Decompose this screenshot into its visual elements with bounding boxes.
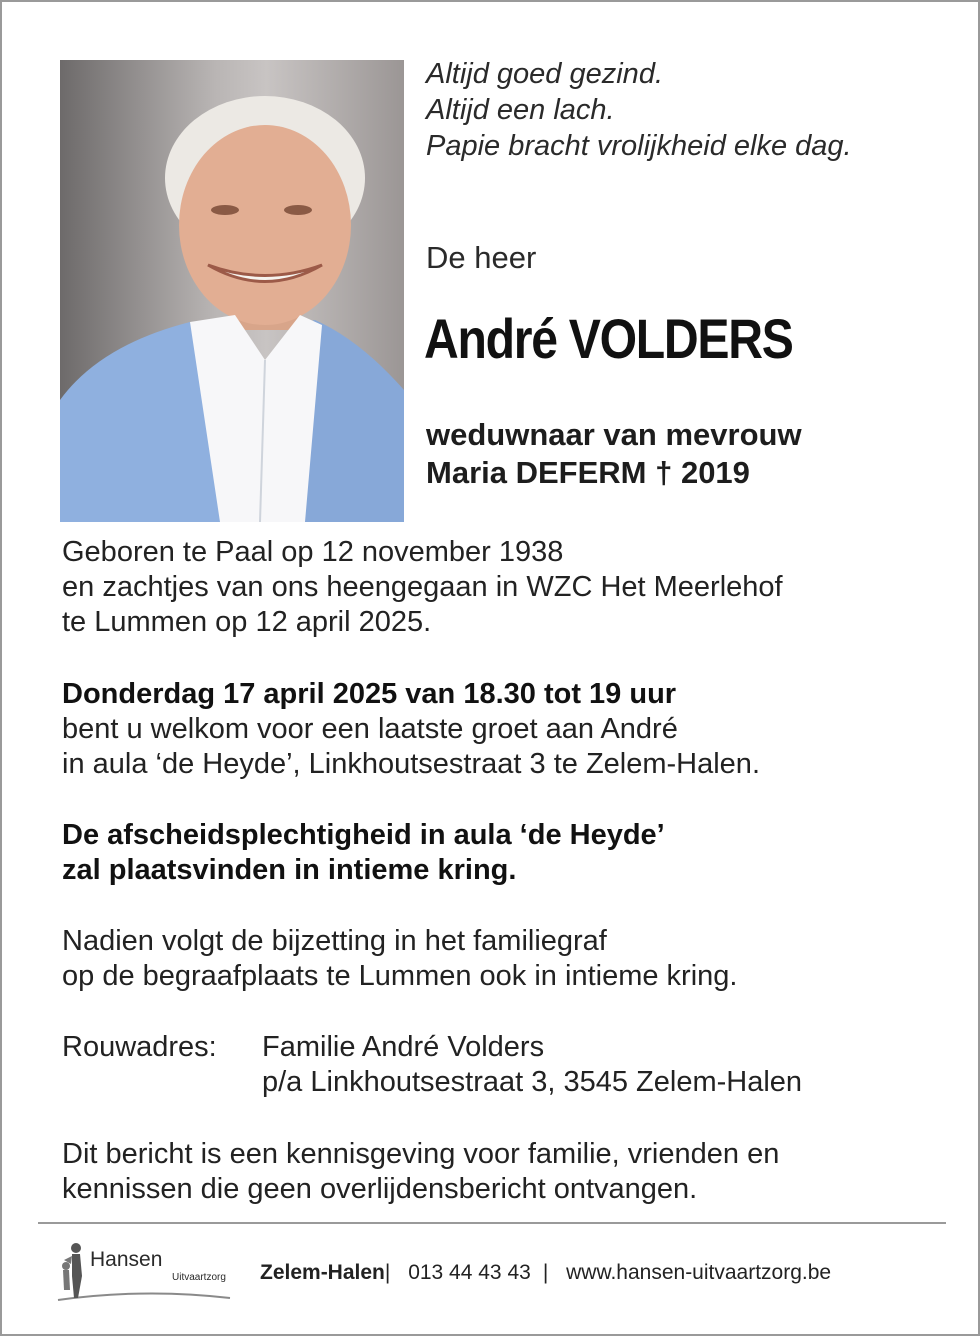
spouse-line: weduwnaar van mevrouw [426,417,802,452]
footer-separator: | [384,1261,391,1284]
visitation-line: bent u welkom voor een laatste groet aan André [62,713,678,745]
portrait-illustration [60,60,404,522]
logo-subtitle: Uitvaartzorg [172,1272,226,1283]
motto-line: Altijd goed gezind. [426,58,663,90]
deceased-name: André VOLDERS [424,307,793,370]
ceremony-info [62,818,665,888]
address-line: p/a Linkhoutsestraat 3, 3545 Zelem-Halen [262,1066,803,1098]
notice-text [62,1137,779,1207]
burial-info [62,924,737,994]
address-line: Familie André Volders [262,1031,545,1063]
salutation: De heer [426,240,537,275]
spouse-line: Maria DEFERM † 2019 [426,455,750,490]
contact-footer [260,1261,843,1285]
ceremony-line: De afscheidsplechtigheid in aula ‘de Heyde’ [62,819,665,851]
logo-name: Hansen [90,1248,163,1271]
notice-line: kennissen die geen overlijdensbericht ontvangen. [62,1173,698,1205]
visitation-line: in aula ‘de Heyde’, Linkhoutsestraat 3 te Zelem-Halen. [62,748,760,780]
birth-death-line: Geboren te Paal op 12 november 1938 [62,536,564,568]
notice-line: Dit bericht is een kennisgeving voor familie, vrienden en [62,1138,780,1170]
address-label: Rouwadres: [62,1031,217,1063]
address-lines [262,1030,802,1100]
motto-line: Altijd een lach. [426,94,615,126]
footer-divider [38,1222,946,1224]
birth-death-info [62,535,783,640]
birth-death-line: te Lummen op 12 april 2025. [62,606,432,638]
birth-death-line: en zachtjes van ons heengegaan in WZC Het Meerlehof [62,571,783,603]
spouse-info [426,416,802,492]
motto-line: Papie bracht vrolijkheid elke dag. [426,130,852,162]
footer-website-link[interactable]: www.hansen-uitvaartzorg.be [566,1261,832,1284]
footer-separator: | [542,1261,549,1284]
funeral-home-logo [54,1240,244,1306]
portrait-photo [60,60,404,522]
burial-line: op de begraafplaats te Lummen ook in intieme kring. [62,960,738,992]
visitation-info [62,677,760,782]
motto [426,56,852,164]
ceremony-line: zal plaatsvinden in intieme kring. [62,854,517,886]
footer-phone: 013 44 43 43 [408,1261,531,1284]
visitation-heading: Donderdag 17 april 2025 van 18.30 tot 19 uur [62,678,677,710]
burial-line: Nadien volgt de bijzetting in het familiegraf [62,925,607,957]
footer-place: Zelem-Halen [260,1261,385,1284]
